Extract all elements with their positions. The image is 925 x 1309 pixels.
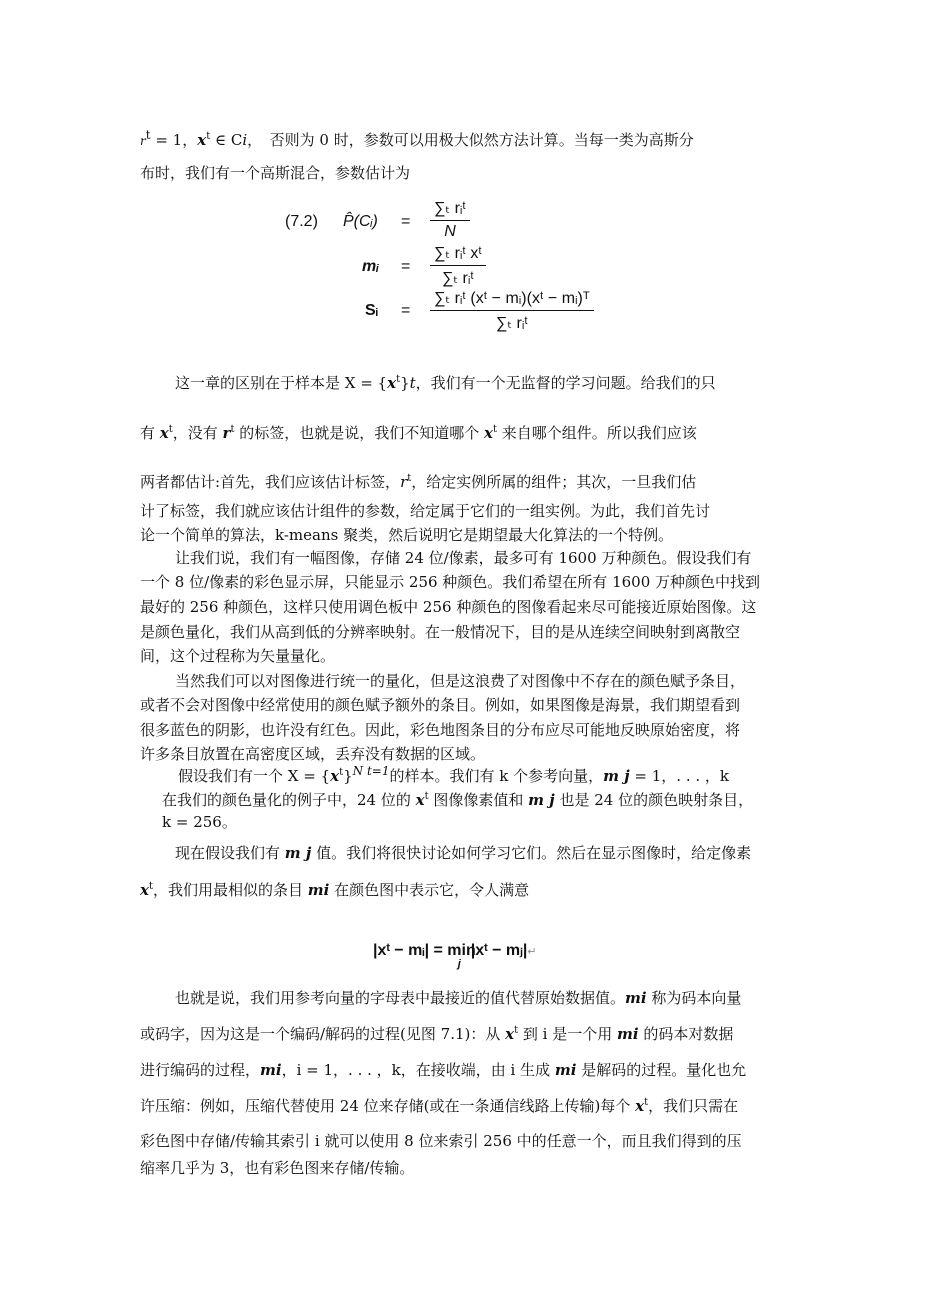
text-line: 是颜色量化，我们从高到低的分辨率映射。在一般情况下，目的是从连续空间映射到离散空 [140,623,741,641]
symbol: m j [284,844,312,862]
text-line: 论一个简单的算法，k-means 聚类，然后说明它是期望最大化算法的一个特例。 [140,526,674,544]
symbol: x [484,424,493,442]
text: 是解码的过程。量化也允 [576,1061,747,1079]
text: 也就是说，我们用参考向量的字母表中最接近的值代替原始数据值。 [175,989,626,1007]
text: ，我们只需在 [648,1097,739,1115]
superscript: t [492,424,498,435]
text-line: k = 256。 [162,813,237,831]
symbol: x [140,881,149,899]
symbol: mi [554,1061,577,1079]
text: ，没有 [172,424,223,442]
text-line: 缩率几乎为 3，也有彩色图来存储/传输。 [140,1159,415,1177]
text-line: 让我们说，我们有一幅图像，存储 24 位/像素，最多可有 1600 万种颜色。假设我们有 [175,549,752,567]
equation-fraction [430,243,486,288]
text: 到 i 是一个用 [518,1025,618,1043]
text-line [140,130,790,151]
equation-lhs: P̂(Cᵢ) [343,213,378,230]
text-line: 布时，我们有一个高斯混合，参数估计为 [140,164,411,182]
text: 有 [140,424,160,442]
text: 也是 24 位的颜色映射条目， [554,791,754,809]
equation-sub: j [457,958,461,970]
superscript: t [396,374,401,385]
text: 这一章的区别在于样本是 X = { [175,374,388,392]
text: 称为码本向量 [646,989,742,1007]
numerator: ∑ₜ rᵢᵗ xᵗ [430,243,486,266]
text: 许压缩：例如，压缩代替使用 24 位来存储(或在一条通信线路上传输)每个 [140,1097,636,1115]
superscript: t [230,424,235,435]
text-line: 计了标签，我们就应该估计组件的参数，给定属于它们的一组实例。为此，我们首先讨 [140,502,711,520]
text-line [140,880,790,900]
symbol: r [400,473,408,491]
symbol: mi [307,881,330,899]
text-line [140,1096,790,1116]
text: 或码字，因为这是一个编码/解码的过程(见图 7.1)：从 [140,1025,506,1043]
text-line: 许多条目放置在高密度区域，丢弃没有数据的区域。 [140,745,486,763]
superscript: t [339,767,344,778]
text: ，i = 1，. . . ，k，在接收端，由 i 生成 [281,1061,555,1079]
denominator: ∑ₜ rᵢᵗ [441,270,474,287]
text-line [140,1024,790,1044]
text-line [162,790,790,810]
symbol: mi [260,1061,282,1079]
text: = 1，. . . ，k [629,767,729,785]
text: ，给定实例所属的组件；其次，一旦我们估 [411,473,697,491]
text-line: 一个 8 位/像素的彩色显示屏，只能显示 256 种颜色。我们希望在所有 1600 万种颜色中找到 [140,573,761,591]
text: 的样本。我们有 k 个参考向量， [389,767,604,785]
superscript: t [148,881,153,892]
text: } [343,767,353,785]
symbol: m j [528,791,555,809]
text: 值。我们将很快讨论如何学习它们。然后在显示图像时，给定像素 [311,844,752,862]
text-line [140,423,790,443]
text-line: 彩色图中存储/传输其索引 i 就可以使用 8 位来索引 256 中的任意一个，而且我们得到的压 [140,1132,742,1150]
symbol: x [159,424,169,442]
equation-min [373,940,537,970]
text-line [175,988,790,1008]
symbol: x [415,791,425,809]
equation-equals: = [401,213,411,230]
symbol: x [635,1097,645,1115]
text-line [140,1060,790,1080]
numerator: ∑ₜ rᵢᵗ [430,198,470,221]
symbol: i [242,131,248,149]
symbol: x [197,131,207,149]
text: 的标签，也就是说，我们不知道哪个 [234,424,485,442]
denominator: N [444,223,456,240]
text: = 1， [150,131,198,149]
text: ， 否则为 0 时，参数可以用极大似然方法计算。当每一类为高斯分 [247,131,694,149]
numerator: ∑ₜ rᵢᵗ (xᵗ − mᵢ)(xᵗ − mᵢ)ᵀ [430,288,594,311]
text: ∈ C [210,131,243,149]
superscript: t [407,473,412,484]
text: 进行编码的过程， [140,1061,261,1079]
text: 图像像素值和 [428,791,529,809]
symbol: x [330,767,340,785]
text: 在颜色图中表示它，令人满意 [329,881,530,899]
symbol: x [505,1025,515,1043]
symbol: t [409,374,416,392]
text-line [140,472,790,492]
text-line [175,843,790,863]
text: 假设我们有一个 X = { [178,767,331,785]
symbol: r [140,134,146,148]
superscript: t [168,424,173,435]
equation-fraction [430,288,594,333]
return-mark: ↵ [527,946,537,958]
text-line: 最好的 256 种颜色，这样只使用调色板中 256 种颜色的图像看起来尽可能接近原始图像。这 [140,598,757,616]
text-line: 或者不会对图像中经常使用的颜色赋予额外的条目。例如，如果图像是海景，我们期望看到 [140,696,741,714]
symbol: r [222,424,231,442]
text: 在我们的颜色量化的例子中，24 位的 [162,791,416,809]
equation-equals: = [401,302,411,319]
superscript: t [424,791,429,802]
denominator: ∑ₜ rᵢᵗ [495,315,528,332]
text: ，我们有一个无监督的学习问题。给我们的只 [415,374,716,392]
text-line: 当然我们可以对图像进行统一的量化，但是这浪费了对图像中不存在的颜色赋予条目， [175,672,746,690]
equation-left: |xᵗ − mᵢ| = min [373,942,476,959]
text: 现在假设我们有 [175,844,285,862]
equation-right: |xᵗ − mⱼ| [470,942,528,959]
superscript: t [145,128,151,142]
superscript: t [514,1025,519,1036]
text: 的码本对数据 [638,1025,734,1043]
superscript: t [206,131,211,142]
equation-lhs: Sᵢ [365,302,378,319]
text-line: 很多蓝色的阴影，也许没有红色。因此，彩色地图条目的分布应尽可能地反映原始密度，将 [140,721,741,739]
text-line [175,373,790,393]
text: 来自哪个组件。所以我们应该 [497,424,697,442]
symbol: x [387,374,397,392]
equation-equals: = [401,258,411,275]
superscript: N t=1 [352,764,390,778]
text-line [178,766,790,786]
equation-fraction [430,198,470,241]
equation-lhs: mᵢ [362,258,379,275]
text: 两者都估计:首先，我们应该估计标签， [140,473,401,491]
symbol: mi [617,1025,639,1043]
superscript: t [644,1097,649,1108]
text-line: 间，这个过程称为矢量量化。 [140,647,336,665]
equation-label: (7.2) [285,213,318,230]
text: } [400,374,410,392]
symbol: m j [603,767,630,785]
symbol: mi [625,989,647,1007]
text: ，我们用最相似的条目 [152,881,308,899]
